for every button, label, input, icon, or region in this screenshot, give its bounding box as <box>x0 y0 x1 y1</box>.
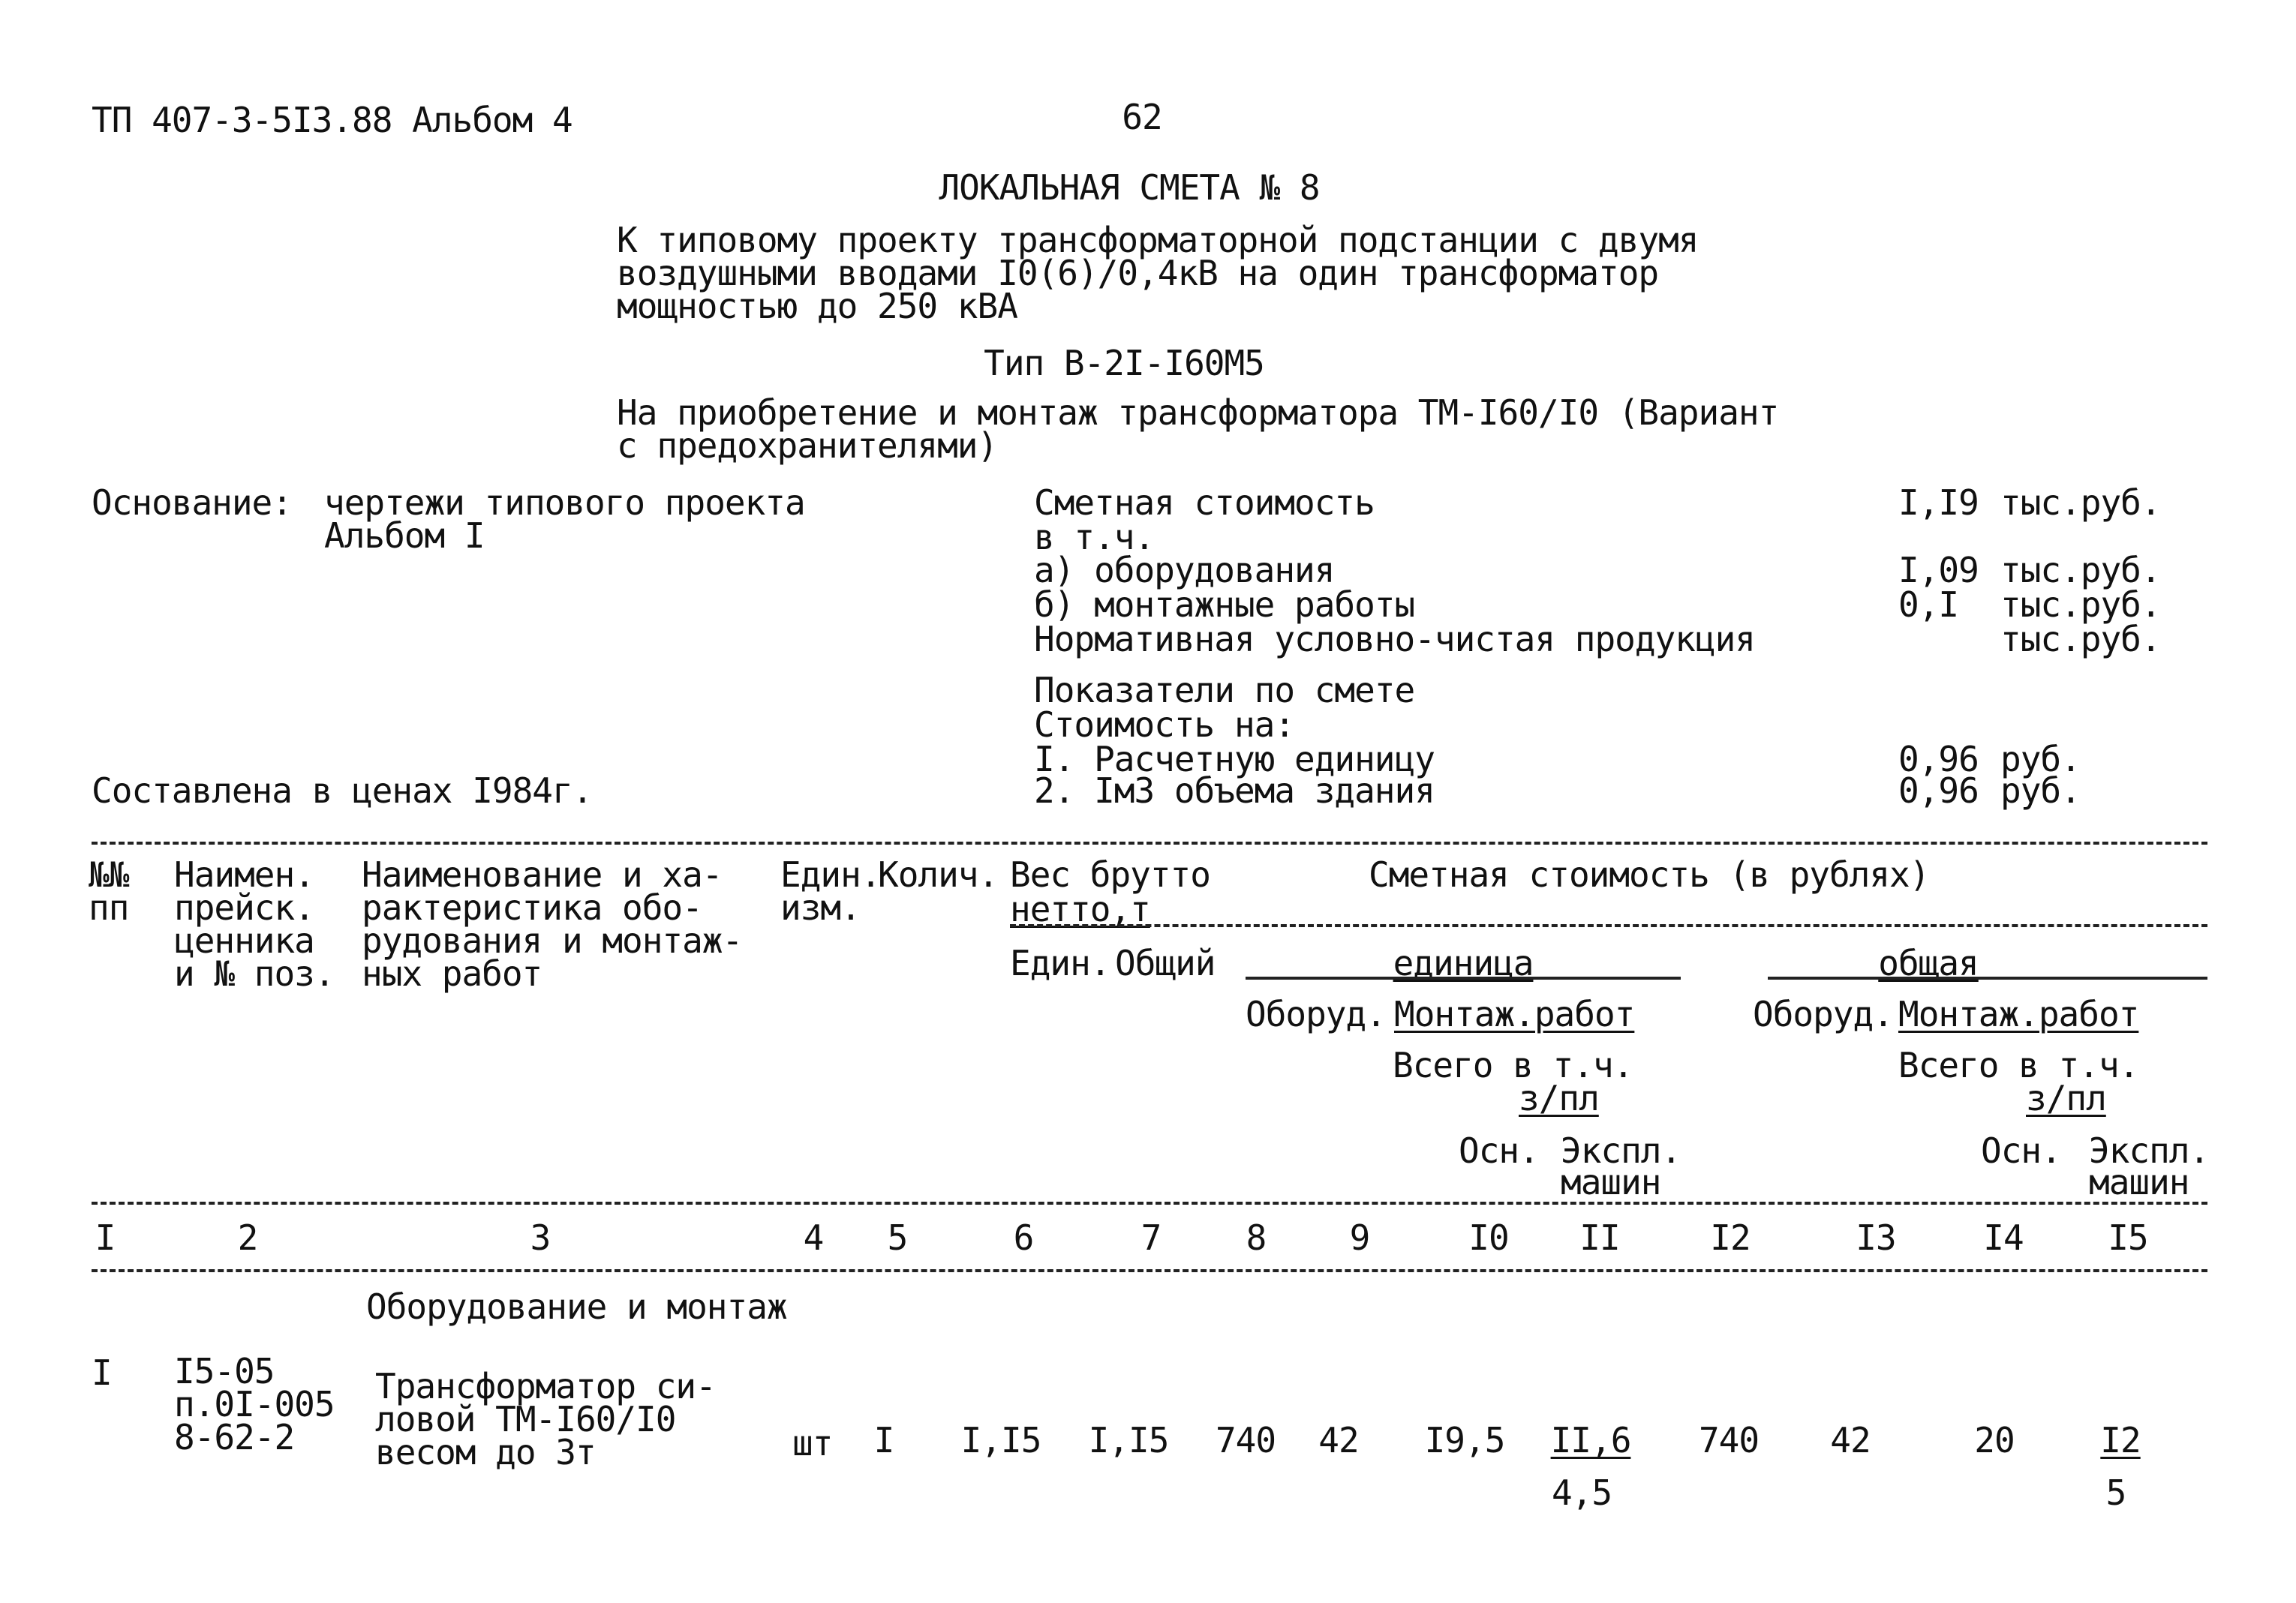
row-qty: I <box>873 1420 894 1460</box>
row-machine-wage-unit: 4,5 <box>1551 1472 1612 1513</box>
machine-op-total-head: Экспл. <box>2089 1130 2210 1171</box>
col5-head: Колич. <box>878 854 999 895</box>
total-cost-value: I,I9 <box>1898 482 1979 523</box>
subtitle-line-3: мощностью до 250 кВА <box>617 286 1017 326</box>
all-incl-total-head: Всего в т.ч. <box>1898 1045 2139 1085</box>
subtitle-line-1: К типовому проекту трансформаторной подстанции с двумя <box>617 220 1699 260</box>
equipment-label: а) оборудования <box>1034 550 1335 590</box>
col3-head-2: рактеристика обо- <box>362 887 702 928</box>
col-numbers-rule <box>92 1269 2207 1272</box>
col2-head-2: прейск. <box>174 887 314 928</box>
head-bottom-rule <box>92 1202 2207 1205</box>
machines-total-head: машин <box>2089 1162 2189 1202</box>
row-machine-wage-total: 5 <box>2105 1472 2126 1513</box>
col2-head-4: и № поз. <box>174 953 335 994</box>
col-number-6: 6 <box>1013 1217 1034 1258</box>
volume-label: 2. Iм3 объема здания <box>1034 770 1435 811</box>
row-machine-total: I2 <box>2100 1420 2141 1460</box>
row-equip-total: 740 <box>1698 1420 1760 1460</box>
incl-label: в т.ч. <box>1034 517 1155 557</box>
row-number: I <box>92 1352 112 1393</box>
col2-head-1: Наимен. <box>174 854 314 895</box>
basic-total-head: Осн. <box>1981 1130 2061 1171</box>
row-name-3: весом до 3т <box>375 1432 596 1472</box>
equipment-value: I,09 <box>1898 550 1979 590</box>
weight-total-head: Общий <box>1115 943 1216 983</box>
row-install-total: 42 <box>1830 1420 1871 1460</box>
unit-thousand-2: тыс.руб. <box>2000 550 2161 590</box>
per-unit-rule <box>1246 977 1681 980</box>
col-number-1: I <box>95 1217 116 1258</box>
page-number: 62 <box>1122 97 1162 137</box>
wages-total-head: з/пл <box>2026 1078 2106 1118</box>
unit-rub-2: руб. <box>2000 770 2081 811</box>
total-head: общая <box>1878 943 1979 983</box>
row-wage-basic-total: 20 <box>1974 1420 2015 1460</box>
weight-unit-head: Един. <box>1010 943 1110 983</box>
basis-label: Основание: <box>92 482 292 523</box>
cost-group-head: Сметная стоимость (в рублях) <box>1369 854 1930 895</box>
equip-unit-head: Оборуд. <box>1246 994 1386 1034</box>
installation-label: б) монтажные работы <box>1034 584 1415 625</box>
col-number-12: I2 <box>1710 1217 1751 1258</box>
basis-line-1: чертежи типового проекта <box>324 482 805 523</box>
calc-unit-label: I. Расчетную единицу <box>1034 739 1435 779</box>
col3-head-1: Наименование и ха- <box>362 854 723 895</box>
row-install-unit: 42 <box>1318 1420 1359 1460</box>
installation-value: 0,I <box>1898 584 1959 625</box>
unit-rub-1: руб. <box>2000 739 2081 779</box>
equip-total-head: Оборуд. <box>1753 994 1893 1034</box>
col-number-8: 8 <box>1246 1217 1267 1258</box>
cost-on-label: Стоимость на: <box>1034 704 1295 745</box>
unit-thousand-1: тыс.руб. <box>2000 482 2161 523</box>
row-code-1: I5-05 <box>174 1351 275 1391</box>
basic-unit-head: Осн. <box>1459 1130 1539 1171</box>
total-cost-label: Сметная стоимость <box>1034 482 1375 523</box>
col-number-11: II <box>1579 1217 1620 1258</box>
row-unit: шт <box>792 1423 833 1463</box>
total-rule <box>1768 977 2207 980</box>
row-wage-basic-unit: I9,5 <box>1424 1420 1505 1460</box>
col-number-4: 4 <box>803 1217 824 1258</box>
col-number-14: I4 <box>1983 1217 2024 1258</box>
row-weight-total: I,I5 <box>1088 1420 1169 1460</box>
install-unit-head: Монтаж.работ <box>1394 994 1635 1034</box>
col4-head-1: Един. <box>780 854 881 895</box>
col-number-10: I0 <box>1468 1217 1509 1258</box>
col-number-7: 7 <box>1140 1217 1162 1258</box>
col-number-13: I3 <box>1856 1217 1896 1258</box>
weight-head: Вес брутто <box>1010 854 1210 895</box>
unit-thousand-3: тыс.руб. <box>2000 584 2161 625</box>
table-top-rule <box>92 842 2207 845</box>
purpose-line-2: с предохранителями) <box>617 425 998 466</box>
col-number-15: I5 <box>2108 1217 2148 1258</box>
wages-unit-head: з/пл <box>1519 1078 1599 1118</box>
col3-head-4: ных работ <box>362 953 542 994</box>
cost-group-rule <box>1010 924 2207 927</box>
document-reference: ТП 407-3-5I3.88 Альбом 4 <box>92 100 572 140</box>
machine-op-unit-head: Экспл. <box>1561 1130 1681 1171</box>
row-weight-unit: I,I5 <box>960 1420 1041 1460</box>
col1-head-2: пп <box>89 887 129 928</box>
machines-unit-head: машин <box>1561 1162 1661 1202</box>
install-total-head: Монтаж.работ <box>1898 994 2139 1034</box>
col-number-3: 3 <box>530 1217 551 1258</box>
volume-value: 0,96 <box>1898 770 1979 811</box>
indicators-label: Показатели по смете <box>1034 670 1415 710</box>
row-code-3: 8-62-2 <box>174 1417 295 1457</box>
estimate-title: ЛОКАЛЬНАЯ СМЕТА № 8 <box>939 167 1320 208</box>
col2-head-3: ценника <box>174 920 314 961</box>
col3-head-3: рудования и монтаж- <box>362 920 743 961</box>
basis-line-2: Альбом I <box>324 515 485 556</box>
col4-head-2: изм. <box>780 887 861 928</box>
unit-thousand-4: тыс.руб. <box>2000 619 2161 659</box>
row-name-1: Трансформатор си- <box>375 1366 716 1406</box>
per-unit-head: единица <box>1393 943 1534 983</box>
normative-label: Нормативная условно-чистая продукция <box>1034 619 1755 659</box>
row-equip-unit: 740 <box>1215 1420 1276 1460</box>
row-code-2: п.0I-005 <box>174 1384 335 1424</box>
project-type: Тип В-2I-I60М5 <box>984 343 1264 383</box>
calc-unit-value: 0,96 <box>1898 739 1979 779</box>
row-name-2: ловой ТМ-I60/I0 <box>375 1399 676 1439</box>
col-number-2: 2 <box>237 1217 258 1258</box>
weight-net-head: нетто,т <box>1010 889 1150 929</box>
col-number-9: 9 <box>1349 1217 1370 1258</box>
prices-note: Составлена в ценах I984г. <box>92 770 593 811</box>
row-machine-unit: II,6 <box>1550 1420 1631 1460</box>
section-title: Оборудование и монтаж <box>366 1286 787 1327</box>
subtitle-line-2: воздушными вводами I0(6)/0,4кВ на один трансформатор <box>617 253 1659 293</box>
col-number-5: 5 <box>887 1217 908 1258</box>
all-incl-unit-head: Всего в т.ч. <box>1393 1045 1633 1085</box>
purpose-line-1: На приобретение и монтаж трансформатора ТМ-I60/I0 (Вариант <box>617 392 1779 433</box>
col1-head-1: №№ <box>89 854 129 895</box>
